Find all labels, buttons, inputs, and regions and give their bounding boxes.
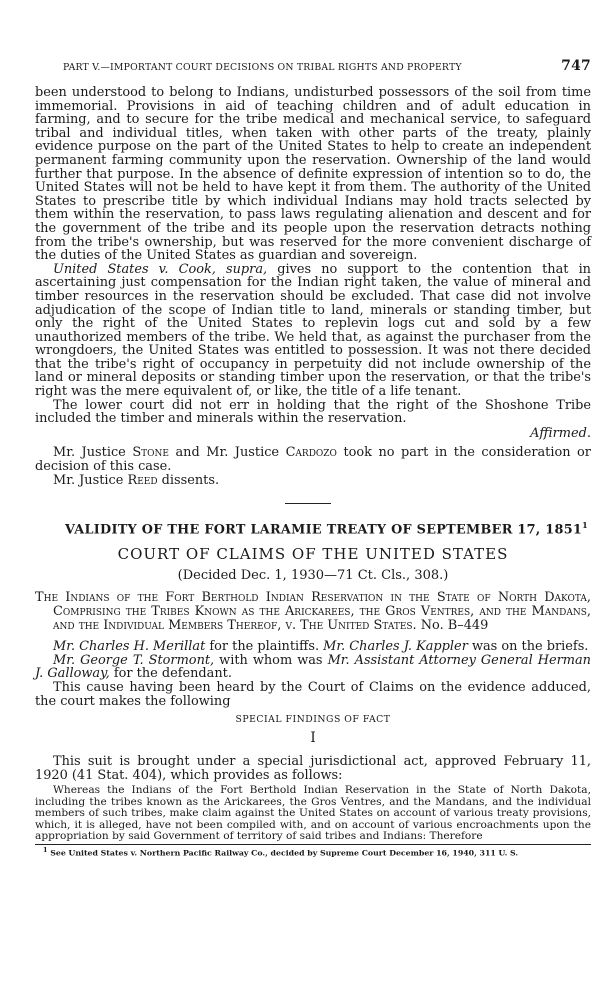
case-caption (35, 591, 591, 632)
opinion-paragraph-2-text: gives no support to the contention that in ascertaining just compensation for the Indian right taken, the value of mineral and timber resources in the reservation should be excluded. That case did not involve adjudication of the scope of Indian title to land, minerals or standing timber, but only the right of the United States to replevin logs cut and sold by a few unauthorized members of the tribe. We held that, as against the purchaser from the wrongdoers, the United States was entitled to possession. It was not there decided that the tribe's right of occupancy in perpetuity did not include ownership of the land or mineral deposits or standing timber upon the reservation, or that the tribe's right was the mere equivalent of, or like, the title of a life tenant. (35, 261, 591, 400)
page-number: 747 (561, 58, 591, 74)
statute-quote: Whereas the Indians of the Fort Berthold Indian Reservation in the State of North Dakota, including the tribes known as the Arickarees, the Gros Ventres, and the Mandans, and the individual members of such tribes, make claim against the United States on account of various treaty provisions, which, it is alleged, have not been compiled with, and on account of various encroachments upon the appropriation by said Government of territory of said tribes and Indians: Therefore (35, 784, 591, 843)
opinion-paragraph-3: The lower court did not err in holding that the right of the Shoshone Tribe included the timber and minerals within the reservation. (35, 397, 591, 427)
footnote-text: See United States v. Northern Pacific Railway Co., decided by Supreme Court December 16, 1940, 311 U. S. (50, 849, 519, 859)
footnote (35, 846, 591, 858)
justices-note-a: Mr. Justice (53, 445, 133, 461)
case-citation: United States v. Cook, supra, (53, 261, 268, 277)
disposition-affirmed: Affirmed. (530, 425, 591, 441)
document-page (35, 58, 591, 858)
decision-date: (Decided Dec. 1, 1930—71 Ct. Cls., 308.) (177, 568, 449, 584)
justices-note-b: and Mr. Justice (168, 445, 286, 461)
counsel-text-2: was on the briefs. (467, 639, 589, 655)
section-heading (35, 520, 591, 537)
finding-1-text: This suit is brought under a special jurisdictional act, approved February 11, 1920 (41 Stat. 404), which provides as follows: (35, 754, 591, 783)
running-title: PART V.—IMPORTANT COURT DECISIONS ON TRIBAL RIGHTS AND PROPERTY (63, 62, 462, 73)
justices-note (35, 446, 591, 473)
counsel-kappler: Mr. Charles J. Kappler (323, 639, 468, 655)
counsel-plaintiffs (35, 640, 591, 654)
opinion-paragraph-2 (35, 263, 591, 399)
counsel-defendant (35, 654, 591, 681)
footnote-marker: 1 (43, 846, 48, 855)
running-header (35, 58, 591, 74)
section-divider (285, 503, 331, 504)
justice-stone: Stone (132, 445, 169, 461)
justice-cardozo: Cardozo (285, 445, 337, 461)
counsel-text-3: with whom was (214, 652, 328, 668)
court-name: COURT OF CLAIMS OF THE UNITED STATES (117, 545, 509, 564)
counsel-galloway: Mr. Assistant Attorney General Herman J. Galloway, (35, 652, 591, 682)
finding-number: I (310, 730, 316, 747)
footnote-rule (35, 844, 591, 845)
intro-paragraph: This cause having been heard by the Court of Claims on the evidence adduced, the court makes the following (35, 680, 591, 709)
footnote-ref: 1 (582, 520, 588, 531)
justice-reed: Reed (127, 472, 158, 488)
dissent-note-b: dissents. (157, 472, 220, 488)
findings-heading: SPECIAL FINDINGS OF FACT (235, 714, 391, 726)
counsel-text-1: for the plaintiffs. (205, 639, 324, 655)
counsel-stormont: Mr. George T. Stormont, (53, 652, 215, 668)
section-heading-text: VALIDITY OF THE FORT LARAMIE TREATY OF SEPTEMBER 17, 1851 (65, 522, 583, 538)
dissent-note (35, 474, 591, 488)
opinion-paragraph-1: been understood to belong to Indians, undisturbed possessors of the soil from time immemorial. Provisions in aid of teaching children and of adult education in farming, and to secure for the tribe medical and mechanical service, to safeguard tribal and individual titles, when taken with other parts of the treaty, plainly evidence purpose on the part of the United States to help to create an independent permanent farming community upon the reservation. Ownership of the land would further that purpose. In the absence of definite expression of intention so to do, the United States will not be held to have kept it from them. The authority of the United States to prescribe title by which individual Indians may hold tracts selected by them within the reservation, to pass laws regulating alienation and descent and for the government of the tribe and its people upon the reservation detracts nothing from the tribe's ownership, but was reserved for the more convenient discharge of the duties of the United States as guardian and sovereign. (35, 85, 591, 264)
case-number: No. B–449 (416, 617, 489, 633)
counsel-merillat: Mr. Charles H. Merillat (53, 639, 206, 655)
counsel-text-4: for the defendant. (109, 666, 232, 682)
dissent-note-a: Mr. Justice (53, 472, 128, 488)
justices-note-c: took no part in the consideration or decision of this case. (35, 445, 591, 475)
case-caption-parties: The Indians of the Fort Berthold Indian Reservation in the State of North Dakota, Comprising the Tribes Known as the Arickarees, the Gros Ventres, and the Mandans, and the Individual Members Thereof, v. The United States. (35, 590, 591, 633)
